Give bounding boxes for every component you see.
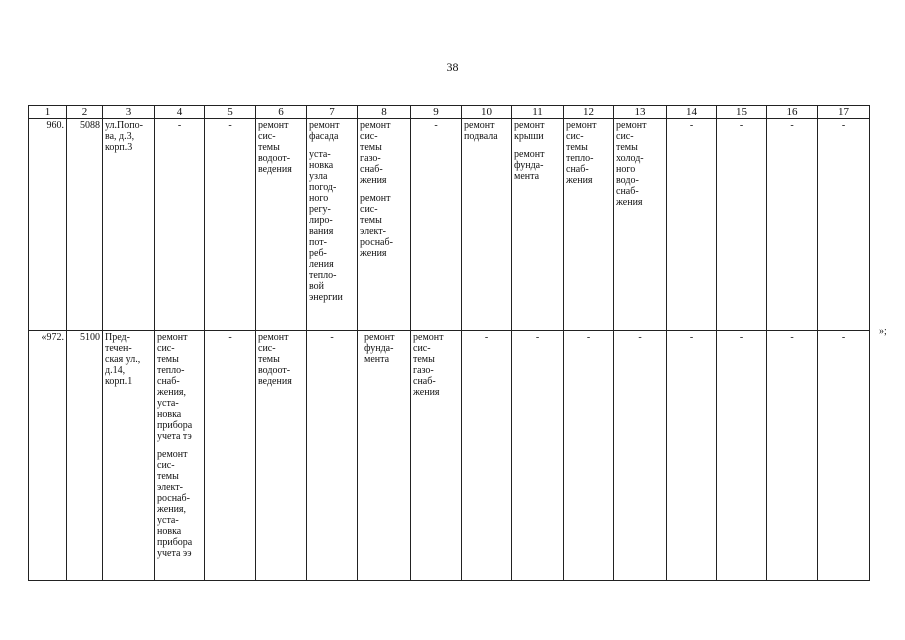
- cell-text-line: крыши: [514, 131, 544, 142]
- cell-text-line: газо-: [360, 153, 381, 164]
- table-cell: [358, 119, 411, 331]
- table-cell: -: [462, 331, 512, 581]
- column-header: 5: [205, 106, 256, 119]
- cell-text-line: подвала: [464, 131, 498, 142]
- cell-text-line: энергии: [309, 292, 343, 303]
- table-cell: [307, 119, 358, 331]
- cell-text-line: водо-: [616, 175, 639, 186]
- cell-text-line: сис-: [616, 131, 634, 142]
- cell-text-line: д.14,: [105, 365, 126, 376]
- table-cell: -: [818, 119, 870, 331]
- cell-text-line: ремонт: [364, 332, 395, 343]
- column-header: 8: [358, 106, 411, 119]
- cell-text-line: 5088: [80, 120, 100, 131]
- address-cell: [103, 331, 155, 581]
- cell-block: [360, 193, 408, 259]
- column-header: 7: [307, 106, 358, 119]
- cell-text-line: новка: [309, 160, 334, 171]
- cell-text-line: фунда-: [364, 343, 394, 354]
- cell-text-line: жения: [566, 175, 593, 186]
- cell-block: [309, 149, 355, 303]
- cell-text-line: сис-: [157, 343, 175, 354]
- cell-text-line: жения: [616, 197, 643, 208]
- table-cell: -: [307, 331, 358, 581]
- cell-text-line: ремонт: [309, 120, 340, 131]
- column-header: 16: [767, 106, 818, 119]
- cell-text-line: сис-: [157, 460, 175, 471]
- column-number-row: [29, 106, 870, 119]
- table-cell: -: [155, 119, 205, 331]
- table-row: [29, 331, 870, 581]
- table-cell: [564, 119, 614, 331]
- cell-text-line: ремонт: [258, 332, 289, 343]
- cell-text-line: водоот-: [258, 365, 291, 376]
- cell-text-line: ремонт: [360, 120, 391, 131]
- cell-text-line: элект-: [157, 482, 183, 493]
- cell-text-line: тепло-: [566, 153, 594, 164]
- cell-text-line: ного: [309, 193, 329, 204]
- cell-text-line: жения: [413, 387, 440, 398]
- table-cell: -: [564, 331, 614, 581]
- cell-text-line: сис-: [360, 204, 378, 215]
- cell-text-line: сис-: [413, 343, 431, 354]
- cell-block: [157, 332, 202, 442]
- column-header: 1: [29, 106, 67, 119]
- cell-text-line: прибора: [157, 537, 193, 548]
- cell-text-line: прибора: [157, 420, 193, 431]
- cell-text-line: снаб-: [413, 376, 436, 387]
- table-cell: -: [667, 119, 717, 331]
- cell-text-line: ремонт: [360, 193, 391, 204]
- cell-text-line: течен-: [105, 343, 132, 354]
- cell-text-line: регу-: [309, 204, 331, 215]
- cell-text-line: темы: [157, 471, 179, 482]
- cell-text-line: тепло-: [309, 270, 337, 281]
- table-cell: -: [512, 331, 564, 581]
- column-header: 17: [818, 106, 870, 119]
- cell-text-line: газо-: [413, 365, 434, 376]
- table-cell: -: [614, 331, 667, 581]
- table-cell: [256, 119, 307, 331]
- column-header: 6: [256, 106, 307, 119]
- cell-text-line: мента: [514, 171, 540, 182]
- cell-text-line: сис-: [360, 131, 378, 142]
- cell-text-line: темы: [360, 142, 382, 153]
- cell-text-line: учета ээ: [157, 548, 192, 559]
- cell-text-line: 5100: [80, 332, 100, 343]
- cell-text-line: ведения: [258, 164, 292, 175]
- cell-block: [309, 120, 355, 142]
- cell-text-line: ремонт: [616, 120, 647, 131]
- cell-text-line: темы: [360, 215, 382, 226]
- cell-text-line: ремонт: [413, 332, 444, 343]
- cell-text-line: жения: [360, 175, 387, 186]
- cell-text-line: фасада: [309, 131, 339, 142]
- cell-text-line: учета тэ: [157, 431, 192, 442]
- cell-text-line: уста-: [309, 149, 331, 160]
- cell-text-line: ремонт: [464, 120, 495, 131]
- table-cell: [155, 331, 205, 581]
- cell-text-line: роснаб-: [360, 237, 393, 248]
- column-header: 11: [512, 106, 564, 119]
- cell-text-line: 960.: [46, 120, 64, 131]
- column-header: 2: [67, 106, 103, 119]
- cell-text-line: реб-: [309, 248, 327, 259]
- cell-text-line: снаб-: [566, 164, 589, 175]
- column-header: 14: [667, 106, 717, 119]
- cell-block: [360, 120, 408, 186]
- cell-text-line: ремонт: [157, 332, 188, 343]
- cell-text-line: ного: [616, 164, 636, 175]
- address-cell: [103, 119, 155, 331]
- page-number: 38: [446, 60, 459, 74]
- table-cell: -: [717, 119, 767, 331]
- table-cell: [462, 119, 512, 331]
- cell-text-line: ления: [309, 259, 334, 270]
- cell-text-line: уста-: [157, 515, 179, 526]
- cell-text-line: снаб-: [616, 186, 639, 197]
- cell-text-line: ва, д.3,: [105, 131, 135, 142]
- table-cell: -: [411, 119, 462, 331]
- cell-text-line: ская ул.,: [105, 354, 141, 365]
- column-header: 3: [103, 106, 155, 119]
- cell-text-line: лиро-: [309, 215, 333, 226]
- row-number-cell: [29, 119, 67, 331]
- cell-text-line: Пред-: [105, 332, 130, 343]
- table-cell: -: [818, 331, 870, 581]
- cell-block: [157, 449, 202, 559]
- table-row: [29, 119, 870, 331]
- cell-text-line: ремонт: [157, 449, 188, 460]
- cell-text-line: холод-: [616, 153, 644, 164]
- column-header: 9: [411, 106, 462, 119]
- cell-text-line: вания: [309, 226, 334, 237]
- table-cell: -: [767, 119, 818, 331]
- cell-text-line: сис-: [258, 131, 276, 142]
- table-cell: -: [767, 331, 818, 581]
- cell-block: [514, 120, 561, 142]
- cell-text-line: жения,: [157, 504, 187, 515]
- cell-text-line: корп.3: [105, 142, 133, 153]
- cell-text-line: жения,: [157, 387, 187, 398]
- cell-text-line: темы: [258, 142, 280, 153]
- table-cell: [256, 331, 307, 581]
- table-cell: -: [717, 331, 767, 581]
- table-cell: [411, 331, 462, 581]
- row-closing-quote: »;: [879, 326, 887, 337]
- cell-text-line: жения: [360, 248, 387, 259]
- cell-text-line: «972.: [41, 332, 64, 343]
- cell-text-line: новка: [157, 409, 182, 420]
- table-cell: -: [667, 331, 717, 581]
- cell-text-line: роснаб-: [157, 493, 190, 504]
- table-cell: [358, 331, 411, 581]
- cell-text-line: узла: [309, 171, 328, 182]
- cell-text-line: темы: [413, 354, 435, 365]
- cell-text-line: ремонт: [514, 120, 545, 131]
- cell-text-line: корп.1: [105, 376, 133, 387]
- cell-text-line: элект-: [360, 226, 386, 237]
- cell-text-line: уста-: [157, 398, 179, 409]
- column-header: 12: [564, 106, 614, 119]
- table-cell: -: [205, 119, 256, 331]
- cell-text-line: тепло-: [157, 365, 185, 376]
- cell-text-line: ремонт: [258, 120, 289, 131]
- cell-text-line: ведения: [258, 376, 292, 387]
- cell-text-line: ул.Попо-: [105, 120, 143, 131]
- cell-block: [514, 149, 561, 182]
- column-header: 15: [717, 106, 767, 119]
- cell-text-line: пот-: [309, 237, 327, 248]
- table-cell: [614, 119, 667, 331]
- building-id-cell: [67, 119, 103, 331]
- table-cell: -: [205, 331, 256, 581]
- cell-text-line: ремонт: [514, 149, 545, 160]
- cell-text-line: вой: [309, 281, 325, 292]
- cell-text-line: сис-: [566, 131, 584, 142]
- cell-text-line: мента: [364, 354, 390, 365]
- cell-text-line: темы: [566, 142, 588, 153]
- cell-text-line: сис-: [258, 343, 276, 354]
- cell-text-line: темы: [157, 354, 179, 365]
- cell-text-line: погод-: [309, 182, 337, 193]
- column-header: 10: [462, 106, 512, 119]
- cell-text-line: темы: [616, 142, 638, 153]
- building-id-cell: [67, 331, 103, 581]
- cell-text-line: водоот-: [258, 153, 291, 164]
- column-header: 4: [155, 106, 205, 119]
- column-header: 13: [614, 106, 667, 119]
- cell-text-line: ремонт: [566, 120, 597, 131]
- cell-text-line: темы: [258, 354, 280, 365]
- table-cell: [512, 119, 564, 331]
- cell-text-line: снаб-: [157, 376, 180, 387]
- cell-text-line: снаб-: [360, 164, 383, 175]
- row-number-cell: [29, 331, 67, 581]
- cell-text-line: фунда-: [514, 160, 544, 171]
- repair-schedule-table: [28, 105, 870, 581]
- cell-text-line: новка: [157, 526, 182, 537]
